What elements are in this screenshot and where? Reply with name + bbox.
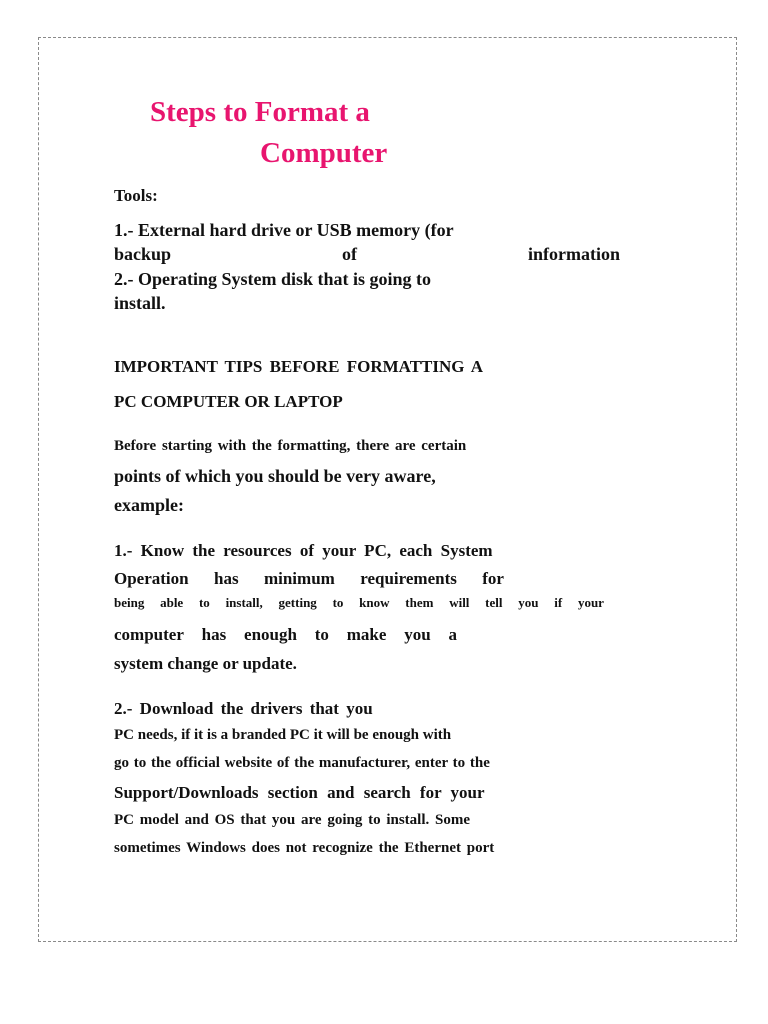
word: minimum: [263, 569, 335, 588]
step-2-line-5: PC model and OS that you are going to install. Some: [114, 812, 470, 828]
word: getting: [278, 595, 317, 610]
step-1-line-4: [114, 624, 457, 645]
word: make: [346, 625, 387, 644]
word: a: [448, 625, 457, 644]
tool-1-line-2: [114, 243, 620, 265]
word: to: [198, 595, 210, 610]
step-1-line-1: 1.- Know the resources of your PC, each System: [114, 541, 493, 560]
step-2-line-2: PC needs, if it is a branded PC it will be enough with: [114, 727, 452, 743]
word: has: [214, 569, 239, 588]
intro-line-2: points of which you should be very aware,: [114, 466, 436, 486]
tool-2-line-1: 2.- Operating System disk that is going to: [114, 269, 432, 289]
tools-label: Tools:: [114, 186, 158, 205]
section-heading-line-2: PC COMPUTER OR LAPTOP: [114, 392, 343, 411]
word: tell: [485, 595, 503, 610]
word: to: [332, 595, 344, 610]
word: being: [114, 595, 145, 610]
step-2-line-6: sometimes Windows does not recognize the Ethernet port: [114, 840, 495, 856]
word: requirements: [360, 569, 457, 588]
page-border: [38, 37, 737, 942]
tool-1-line-1: 1.- External hard drive or USB memory (for: [114, 220, 454, 240]
word: information: [527, 244, 620, 264]
section-heading-line-1: IMPORTANT TIPS BEFORE FORMATTING A: [114, 357, 484, 376]
word: you: [518, 595, 539, 610]
step-2-line-1: 2.- Download the drivers that you: [114, 699, 373, 718]
word: if: [554, 595, 563, 610]
word: has: [201, 625, 227, 644]
intro-line-1: Before starting with the formatting, there are certain: [114, 438, 467, 454]
word: install,: [225, 595, 263, 610]
word: know: [359, 595, 390, 610]
tool-2-line-2: install.: [114, 293, 166, 313]
step-2-line-4: Support/Downloads section and search for your: [114, 783, 485, 802]
word: you: [404, 625, 431, 644]
word: computer: [114, 625, 184, 644]
word: will: [449, 595, 470, 610]
word: them: [405, 595, 434, 610]
intro-line-3: example:: [114, 495, 184, 515]
word: able: [160, 595, 184, 610]
word: for: [482, 569, 504, 588]
page-title-line-1: Steps to Format a: [150, 96, 370, 128]
step-1-line-3: [114, 594, 604, 611]
word: of: [342, 244, 358, 264]
step-1-line-2: [114, 568, 504, 589]
word: enough: [244, 625, 297, 644]
word: backup: [114, 244, 172, 264]
step-1-line-5: system change or update.: [114, 654, 297, 673]
word: your: [577, 595, 604, 610]
word: to: [314, 625, 329, 644]
step-2-line-3: go to the official website of the manufacturer, enter to the: [114, 755, 490, 771]
word: Operation: [114, 569, 189, 588]
page-title-line-2: Computer: [260, 137, 388, 169]
